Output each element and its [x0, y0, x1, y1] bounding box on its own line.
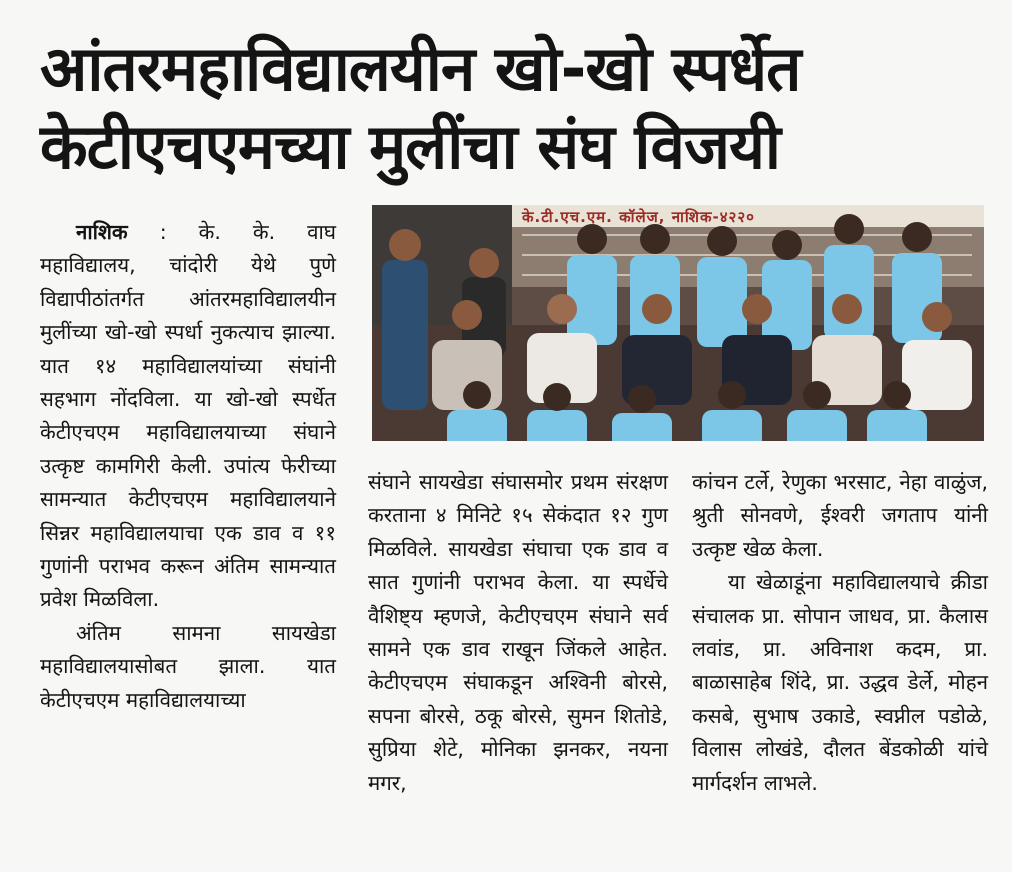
team-photo-illustration: [372, 205, 984, 441]
headline-line-2: केटीएचएमच्या मुलींचा संघ विजयी: [40, 110, 780, 183]
article-column-3: [692, 466, 988, 800]
article-paragraph: नाशिक : के. के. वाघ महाविद्यालय, चांदोरी येथे पुणे विद्यापीठांतर्गत आंतरमहाविद्यालयीन मुलींच्या खो-खो स्पर्धा नुकत्याच झाल्या. यात १४ महाविद्यालयांच्या संघांनी सहभाग नोंदविला. या खो-खो स्पर्धेत केटीएचएम महाविद्यालयाच्या संघाने उत्कृष्ट कामगिरी केली. उपांत्य फेरीच्या सामन्यात केटीएचएम महाविद्यालयाने सिन्नर महाविद्यालयाचा एक डाव व ११ गुणांनी पराभव करून अंतिम सामन्यात प्रवेश मिळविला.: [40, 220, 336, 612]
article-column-1: [40, 216, 336, 717]
article-column-2: [368, 466, 668, 800]
article-paragraph: कांचन टर्ले, रेणुका भरसाट, नेहा वाळुंज, श्रुती सोनवणे, ईश्वरी जगताप यांनी उत्कृष्ट खेळ केला.: [692, 470, 988, 561]
article-paragraph: या खेळाडूंना महाविद्यालयाचे क्रीडा संचालक प्रा. सोपान जाधव, प्रा. कैलास लवांड, प्रा. अविनाश कदम, प्रा. बाळासाहेब शिंदे, प्रा. उद्धव डेर्ले, मोहन कसबे, सुभाष उकाडे, स्वप्नील पडोळे, विलास लोखंडे, दौलत बेंडकोळी यांचे मार्गदर्शन लाभले.: [692, 570, 988, 795]
article-paragraph: संघाने सायखेडा संघासमोर प्रथम संरक्षण करताना ४ मिनिटे १५ सेकंदात १२ गुण मिळविले. सायखेडा संघाचा एक डाव व सात गुणांनी पराभव केला. या स्पर्धेचे वैशिष्ट्य म्हणजे, केटीएचएम संघाने सर्व सामने एक डाव राखून जिंकले आहेत. केटीएचएम संघाकडून अश्विनी बोरसे, सपना बोरसे, ठकू बोरसे, सुमन शितोडे, सुप्रिया शेटे, मोनिका झनकर, नयना मगर,: [368, 470, 668, 795]
dateline: नाशिक: [76, 220, 128, 244]
article-text: के. के. वाघ महाविद्यालय, चांदोरी येथे पुणे विद्यापीठांतर्गत आंतरमहाविद्यालयीन मुलींच्या खो-खो स्पर्धा नुकत्याच झाल्या. यात १४ महाविद्यालयांच्या संघांनी सहभाग नोंदविला. या खो-खो स्पर्धेत केटीएचएम महाविद्यालयाच्या संघाने उत्कृष्ट कामगिरी केली. उपांत्य फेरीच्या सामन्यात केटीएचएम महाविद्यालयाने सिन्नर महाविद्यालयाचा एक डाव व ११ गुणांनी पराभव करून अंतिम सामन्यात प्रवेश मिळविला.: [40, 220, 336, 612]
headline-line-1: आंतरमहाविद्यालयीन खो-खो स्पर्धेत: [40, 32, 801, 105]
team-photo: [372, 205, 984, 441]
headline: [40, 30, 1000, 186]
article-paragraph: अंतिम सामना सायखेडा महाविद्यालयासोबत झाला. यात केटीएचएम महाविद्यालयाच्या: [40, 620, 336, 712]
photo-banner-text: के.टी.एच.एम. कॉलेज, नाशिक-४२२०: [522, 208, 755, 226]
